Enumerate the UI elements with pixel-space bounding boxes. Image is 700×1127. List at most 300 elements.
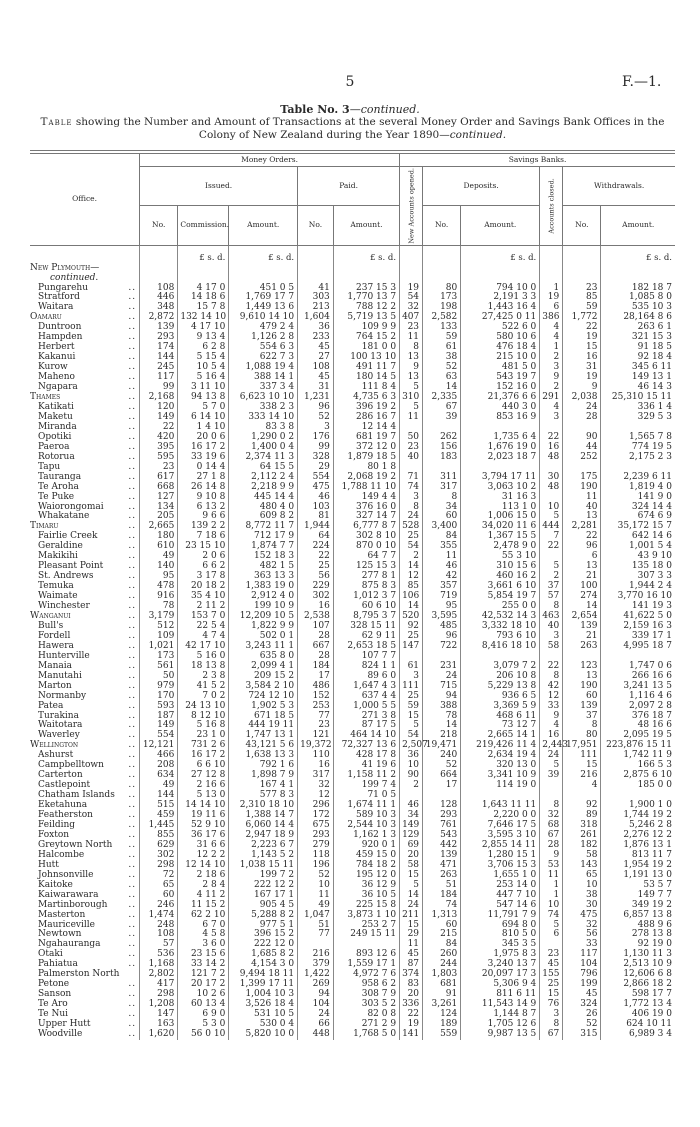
leader-dots: .. [128,979,137,990]
cell-issued-amount: 43,121 5 6 [229,741,298,751]
cell-paid-amount: 5,719 13 5 [333,313,399,323]
cell-issued-no: 417 [140,980,178,990]
cell-paid-amount: 308 7 9 [333,990,399,1000]
office-name: Kurow [38,362,68,373]
leader-dots: .. [128,750,137,761]
cell-issued-amount: 6,623 10 10 [229,393,298,403]
cell-issued-amount: 396 15 2 [229,930,298,940]
cell-withdrawals-amount: 376 18 7 [601,712,675,722]
cell-withdrawals-no: 2,654 [563,612,601,622]
table-row [30,841,675,851]
col-paid-amount: Amount. [333,206,399,245]
cell-deposits-no: 124 [423,1010,461,1020]
cell-issued-commission: 18 13 8 [178,662,229,672]
cell-withdrawals-no: 14 [563,602,601,612]
cell-deposits-amount: 547 14 6 [461,901,540,911]
cell-issued-commission: 31 6 6 [178,841,229,851]
cell-withdrawals-amount [601,264,675,274]
cell-new-accounts: 25 [400,692,423,702]
cell-issued-no: 147 [140,1010,178,1020]
cell-deposits-amount [461,264,540,274]
office-name: Kaiwarawara [38,889,99,900]
cell-issued-amount: 905 4 5 [229,901,298,911]
cell-issued-no: 446 [140,293,178,303]
cell-deposits-amount: 55 3 10 [461,552,540,562]
cell-withdrawals-no: 15 [563,343,601,353]
cell-withdrawals-amount: 141 19 3 [601,602,675,612]
cell-paid-no: 216 [298,950,334,960]
cell-deposits-no: 19,471 [423,741,461,751]
cell-issued-commission: 9 13 4 [178,333,229,343]
cell-withdrawals-amount: 5,246 2 8 [601,821,675,831]
leader-dots: .. [128,352,137,363]
cell-issued-amount: 9,610 14 10 [229,313,298,323]
cell-deposits-no: 17 [423,781,461,791]
cell-paid-no: 1,944 [298,522,334,532]
cell-paid-amount: 2,068 19 2 [333,473,399,483]
top-rule [30,150,675,151]
cell-withdrawals-no: 190 [563,682,601,692]
leader-dots: .. [128,561,137,572]
cell-accounts-closed: 37 [540,582,563,592]
cell-issued-no: 595 [140,453,178,463]
cell-issued-commission: 27 12 8 [178,771,229,781]
cell-issued-amount: 2,374 11 3 [229,453,298,463]
cell-deposits-amount: 2,191 3 3 [461,293,540,303]
cell-issued-amount: 577 8 3 [229,791,298,801]
cell-accounts-closed: 4 [540,333,563,343]
cell-deposits-amount: 3,063 10 2 [461,483,540,493]
office-name: Hunterville [38,650,90,661]
cell-accounts-closed: 155 [540,970,563,980]
leader-dots: .. [128,660,137,671]
office-name: Castlepoint [38,780,91,791]
cell-deposits-no: 215 [423,930,461,940]
cell-paid-amount: 180 14 5 [333,373,399,383]
cell-accounts-closed: 3 [540,363,563,373]
cell-withdrawals-no: 40 [563,503,601,513]
cell-issued-commission: 23 15 10 [178,542,229,552]
cell-accounts-closed: 16 [540,443,563,453]
cell-issued-no: 22 [140,423,178,433]
cell-deposits-no: 52 [423,363,461,373]
leader-dots: .. [128,601,137,612]
cell-withdrawals-no: 2,281 [563,522,601,532]
cell-withdrawals-no: 123 [563,662,601,672]
cell-issued-amount: 530 0 4 [229,1020,298,1030]
cell-paid-no: 121 [298,731,334,741]
cell-deposits-no: 173 [423,293,461,303]
cell-paid-amount: 1,674 11 1 [333,801,399,811]
cell-new-accounts: 5 [400,721,423,731]
cell-deposits-amount: 2,634 19 4 [461,751,540,761]
cell-deposits-amount: 3,661 6 10 [461,582,540,592]
cell-deposits-no: 59 [423,333,461,343]
cell-deposits-no: 52 [423,761,461,771]
cell-issued-amount: 1,874 7 7 [229,542,298,552]
cell-deposits-no: 91 [423,990,461,1000]
cell-paid-amount: 1,768 5 0 [333,1030,399,1040]
region-row [30,393,675,403]
cell-issued-amount: 1,898 7 9 [229,771,298,781]
leader-dots: .. [128,929,137,940]
cell-new-accounts: 15 [400,712,423,722]
office-name: Wanganui [30,610,71,621]
cell-accounts-closed: 4 [540,323,563,333]
leader-dots: .. [128,312,137,323]
cell-withdrawals-amount: 1,744 19 2 [601,811,675,821]
cell-accounts-closed: 42 [540,682,563,692]
cell-new-accounts: 58 [400,861,423,871]
cell-issued-no: 134 [140,503,178,513]
cell-withdrawals-no: 13 [563,562,601,572]
cell-accounts-closed: 22 [540,542,563,552]
cell-withdrawals-amount: 166 5 3 [601,761,675,771]
cell-issued-commission: 2 16 6 [178,781,229,791]
office-name: Kaitoke [38,879,73,890]
cell-issued-no: 149 [140,413,178,423]
cell-paid-amount: 303 5 2 [333,1000,399,1010]
leader-dots: .. [128,610,137,621]
cell-accounts-closed: 53 [540,861,563,871]
leader-dots: .. [128,670,137,681]
leader-dots: .. [128,521,137,532]
leader-dots: .. [128,999,137,1010]
cell-new-accounts: 25 [400,632,423,642]
cell-paid-amount: 286 16 7 [333,413,399,423]
office-name: Waiorongomai [38,501,104,512]
cell-issued-no: 459 [140,811,178,821]
cell-issued-commission: 2 3 8 [178,672,229,682]
cell-paid-no: 64 [298,532,334,542]
cell-deposits-no: 3,595 [423,612,461,622]
col-issued-amount: Amount. [229,206,298,245]
cell-withdrawals-no: 117 [563,950,601,960]
table-row [30,682,675,692]
cell-paid-amount: 875 8 3 [333,582,399,592]
cell-paid-amount: 681 19 7 [333,433,399,443]
cell-issued-no: 50 [140,672,178,682]
leader-dots: .. [128,1009,137,1020]
cell-issued-no: 634 [140,771,178,781]
cell-paid-amount: 82 0 8 [333,1010,399,1020]
cell-deposits-amount: 114 19 0 [461,781,540,791]
cell-issued-amount: 8,772 11 7 [229,522,298,532]
cell-withdrawals-no: 92 [563,801,601,811]
cell-deposits-no: 133 [423,323,461,333]
office-name: Upper Hutt [38,1019,91,1030]
cell-paid-no: 77 [298,930,334,940]
office-name: Featherston [38,810,93,821]
office-name: Geraldine [38,541,83,552]
cell-deposits-no: 240 [423,751,461,761]
cell-deposits-no: 156 [423,443,461,453]
cell-deposits-no: 357 [423,582,461,592]
office-name: Whakatane [38,511,90,522]
cell-paid-amount: 277 8 1 [333,572,399,582]
cell-new-accounts: 14 [400,891,423,901]
cell-deposits-no: 355 [423,542,461,552]
cell-issued-no: 298 [140,990,178,1000]
cell-deposits-no: 260 [423,950,461,960]
cell-accounts-closed: 2 [540,383,563,393]
table-row [30,1010,675,1020]
cell-issued-amount: 388 14 1 [229,373,298,383]
office-name: Waimate [38,591,78,602]
office-name: Tauranga [38,471,82,482]
cell-accounts-closed: 76 [540,1000,563,1010]
cell-issued-no: 3,179 [140,612,178,622]
cell-paid-amount: 2,544 10 3 [333,821,399,831]
cell-accounts-closed: 7 [540,532,563,542]
cell-issued-no: 120 [140,403,178,413]
cell-deposits-no: 24 [423,672,461,682]
cell-paid-amount: 36 10 5 [333,891,399,901]
cell-withdrawals-no: 28 [563,413,601,423]
cell-paid-no: 675 [298,821,334,831]
cell-issued-commission: 5 15 4 [178,353,229,363]
office-name: Masterton [38,909,86,920]
office-name: Tapu [38,461,61,472]
cell-issued-commission: 7 18 6 [178,532,229,542]
cell-paid-amount: 1,012 3 7 [333,592,399,602]
cell-deposits-no: 84 [423,940,461,950]
office-name: Eketahuna [38,800,88,811]
office-name: Fairlie Creek [38,531,98,542]
cell-issued-commission: 33 19 6 [178,453,229,463]
cell-withdrawals-no: 31 [563,363,601,373]
cell-new-accounts: 106 [400,592,423,602]
office-name: Maheno [38,372,75,383]
cell-withdrawals-amount: 488 9 6 [601,921,675,931]
cell-issued-no: 466 [140,751,178,761]
cell-paid-amount: 4,735 6 3 [333,393,399,403]
cell-paid-no: 17 [298,672,334,682]
cell-deposits-amount: 476 18 4 [461,343,540,353]
cell-deposits-no: 218 [423,731,461,741]
cell-issued-no: 979 [140,682,178,692]
cell-deposits-amount: 853 16 9 [461,413,540,423]
table-row [30,851,675,861]
office-name: Bull's [38,620,64,631]
cell-paid-no: 25 [298,562,334,572]
cell-withdrawals-no: 33 [563,940,601,950]
cell-accounts-closed: 5 [540,562,563,572]
cell-new-accounts: 25 [400,532,423,542]
table-row [30,562,675,572]
cell-deposits-amount: 31 16 3 [461,493,540,503]
office-name: Te Puke [38,491,75,502]
cell-withdrawals-no: 2,038 [563,393,601,403]
cell-paid-amount: 271 2 9 [333,1020,399,1030]
cell-issued-amount: 479 2 4 [229,323,298,333]
cell-issued-commission: 153 7 0 [178,612,229,622]
office-name: Hutt [38,859,59,870]
cell-issued-no: 60 [140,891,178,901]
cell-withdrawals-no: 58 [563,851,601,861]
cell-paid-amount: 788 12 2 [333,303,399,313]
page-number: 5 [345,74,355,90]
cell-issued-no: 245 [140,363,178,373]
cell-deposits-amount: 11,791 7 9 [461,911,540,921]
cell-issued-no: 140 [140,562,178,572]
cell-new-accounts: 83 [400,980,423,990]
cell-accounts-closed: 1 [540,881,563,891]
cell-paid-amount: 824 1 1 [333,662,399,672]
cell-accounts-closed: 33 [540,702,563,712]
cell-deposits-amount: 255 0 0 [461,602,540,612]
cell-deposits-amount: 694 8 0 [461,921,540,931]
cell-deposits-amount: 1,280 15 1 [461,851,540,861]
cell-paid-no: 32 [298,781,334,791]
cell-issued-amount: 445 14 4 [229,493,298,503]
cell-issued-amount: 712 17 9 [229,532,298,542]
office-name: Miranda [38,421,77,432]
cell-deposits-amount: 522 6 0 [461,323,540,333]
cell-deposits-no: 80 [423,284,461,294]
cell-accounts-closed: 67 [540,831,563,841]
leader-dots: .. [128,382,137,393]
cell-withdrawals-no: 19 [563,373,601,383]
cell-withdrawals-amount: 336 1 4 [601,403,675,413]
cell-issued-no: 173 [140,652,178,662]
table-row [30,503,675,513]
table-row [30,363,675,373]
cell-withdrawals-no: 190 [563,483,601,493]
office-name: Wellington [30,740,79,751]
cell-withdrawals-amount: 41,622 5 0 [601,612,675,622]
table-row [30,323,675,333]
cell-issued-commission: 20 0 6 [178,433,229,443]
cell-accounts-closed: 22 [540,662,563,672]
cell-new-accounts: 20 [400,990,423,1000]
cell-issued-commission: 20 18 2 [178,582,229,592]
cell-new-accounts: 90 [400,771,423,781]
cell-deposits-amount: 3,706 15 3 [461,861,540,871]
cell-deposits-no: 317 [423,483,461,493]
cell-deposits-amount: 1,367 15 5 [461,532,540,542]
cell-withdrawals-no: 175 [563,473,601,483]
cell-issued-amount: 724 12 10 [229,692,298,702]
cell-paid-no: 104 [298,1000,334,1010]
cell-paid-no: 16 [298,602,334,612]
cell-new-accounts: 19 [400,284,423,294]
leader-dots: .. [128,909,137,920]
cell-deposits-no: 543 [423,831,461,841]
table-row [30,891,675,901]
office-name: Johnsonville [38,869,94,880]
leader-dots: .. [128,1019,137,1030]
cell-new-accounts: 5 [400,383,423,393]
cell-withdrawals-no: 10 [563,881,601,891]
table-row [30,483,675,493]
cell-issued-commission: 4 7 4 [178,632,229,642]
leader-dots: .. [128,740,137,751]
table-row [30,293,675,303]
cell-issued-commission: 6 7 0 [178,921,229,931]
cell-paid-no: 94 [298,990,334,1000]
unit-withdrawals-amount: £ s. d. [601,245,675,264]
cell-new-accounts: 74 [400,483,423,493]
cell-issued-commission: 5 13 0 [178,791,229,801]
col-savings-banks: Savings Banks. [400,154,675,167]
region-row [30,264,675,274]
leader-dots: .. [128,959,137,970]
cell-accounts-closed: 6 [540,303,563,313]
cell-issued-commission: 121 7 2 [178,970,229,980]
cell-paid-no: 28 [298,632,334,642]
cell-issued-no: 174 [140,343,178,353]
cell-deposits-no: 42 [423,572,461,582]
cell-deposits-amount: 1,643 11 11 [461,801,540,811]
cell-paid-amount: 271 3 8 [333,712,399,722]
cell-new-accounts: 14 [400,562,423,572]
cell-issued-commission: 23 15 6 [178,950,229,960]
cell-withdrawals-no: 216 [563,771,601,781]
table-body [30,245,675,1040]
cell-issued-amount: 609 8 2 [229,512,298,522]
cell-withdrawals-no: 475 [563,911,601,921]
cell-paid-amount: 249 15 11 [333,930,399,940]
col-issued-commission: Commission. [178,206,229,245]
cell-paid-amount: 893 12 6 [333,950,399,960]
cell-issued-commission: 14 14 10 [178,801,229,811]
cell-deposits-amount: 8,416 18 10 [461,642,540,652]
document-code: F.—1. [622,74,662,90]
cell-paid-amount: 1,158 11 2 [333,771,399,781]
cell-accounts-closed: 444 [540,522,563,532]
office-name: Stratford [38,292,80,303]
cell-issued-amount: 3,584 2 10 [229,682,298,692]
cell-paid-no: 296 [298,801,334,811]
office-name: Manutahi [38,670,82,681]
office-name: Newtown [38,929,82,940]
cell-deposits-no: 60 [423,921,461,931]
cell-issued-no: 1,208 [140,1000,178,1010]
cell-issued-amount: 199 10 9 [229,602,298,612]
cell-deposits-no: 78 [423,712,461,722]
leader-dots: .. [128,302,137,313]
cell-paid-no: 172 [298,811,334,821]
cell-withdrawals-amount: 149 7 7 [601,891,675,901]
cell-issued-commission: 9 6 6 [178,512,229,522]
office-name: St. Andrews [38,571,94,582]
cell-deposits-amount: 1,144 8 7 [461,1010,540,1020]
cell-new-accounts: 147 [400,642,423,652]
cell-paid-no: 11 [298,891,334,901]
cell-new-accounts: 2 [400,552,423,562]
cell-paid-no: 56 [298,572,334,582]
cell-withdrawals-amount: 2,175 2 3 [601,453,675,463]
cell-new-accounts: 407 [400,313,423,323]
cell-accounts-closed [540,264,563,274]
cell-issued-amount: 1,143 5 2 [229,851,298,861]
table-caption [30,116,675,142]
cell-accounts-closed: 9 [540,712,563,722]
cell-deposits-no: 39 [423,413,461,423]
leader-dots: .. [128,680,137,691]
leader-dots: .. [128,829,137,840]
cell-issued-no: 49 [140,781,178,791]
table-row [30,433,675,443]
cell-deposits-no: 231 [423,662,461,672]
cell-withdrawals-amount: 642 14 6 [601,532,675,542]
cell-withdrawals-amount: 2,866 18 2 [601,980,675,990]
leader-dots: .. [128,541,137,552]
cell-paid-no: 66 [298,1020,334,1030]
cell-issued-commission: 5 16 8 [178,721,229,731]
cell-accounts-closed: 3 [540,1010,563,1020]
